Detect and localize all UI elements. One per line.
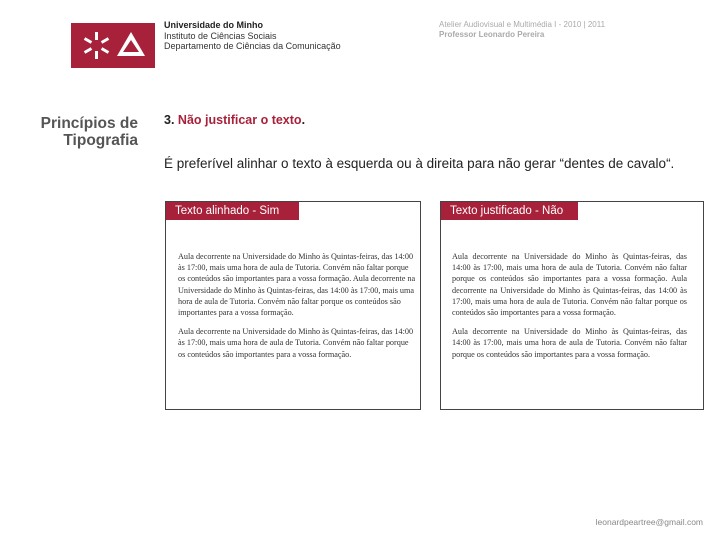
section-title (20, 115, 138, 149)
logo-stroke-bottomleft (84, 47, 92, 54)
institution-block (164, 20, 341, 52)
panel-aligned-paragraph-1: Aula decorrente na Universidade do Minho às Quintas-feiras, das 14:00 às 17:00, mais uma hora de aula de Tutoria. Convém não faltar porque os conteúdos são importantes para a vossa formação. Aula decorrente na Universidade do Minho às Quintas-feiras, das 14:00 às 17:00, mais uma hora de aula de Tutoria. Convém não faltar porque os conteúdos são importantes para a vossa formação. (178, 252, 416, 318)
section-title-line1: Princípios de (40, 115, 138, 132)
footer-email: leonardpeartree@gmail.com (595, 517, 703, 527)
intro-text: É preferível alinhar o texto à esquerda ou à direita para não gerar “dentes de cavalo“. (164, 156, 675, 171)
university-name: Universidade do Minho (164, 20, 264, 30)
panel-justified-paragraph-2: Aula decorrente na Universidade do Minho às Quintas-feiras, das 14:00 às 17:00, mais uma hora de aula de Tutoria. Convém não faltar porque os conteúdos são importantes para a vossa formação. (452, 327, 687, 359)
panel-justified-text (452, 251, 687, 368)
heading-end: . (301, 113, 306, 127)
institute-name: Instituto de Ciências Sociais (164, 30, 277, 41)
logo-stroke-bottomright (101, 47, 109, 54)
panel-justified (440, 201, 704, 410)
section-title-line2: Tipografia (63, 132, 138, 149)
logo-emblem-icon (71, 23, 155, 68)
logo-stroke-bottom (95, 51, 98, 59)
heading-number: 3. (164, 113, 175, 127)
logo-stroke-topleft (84, 37, 92, 44)
panel-justified-paragraph-1: Aula decorrente na Universidade do Minho às Quintas-feiras, das 14:00 às 17:00, mais uma hora de aula de Tutoria. Convém não faltar porque os conteúdos são importantes para a vossa formação. Aula decorrente na Universidade do Minho às Quintas-feiras, das 14:00 às 17:00, mais uma hora de aula de Tutoria. Convém não faltar porque os conteúdos são importantes para a vossa formação. (452, 252, 687, 318)
professor-name: Professor Leonardo Pereira (439, 30, 545, 39)
panel-justified-label: Texto justificado - Não (441, 202, 578, 220)
course-block (439, 20, 605, 40)
panel-aligned-label: Texto alinhado - Sim (166, 202, 299, 220)
course-title: Atelier Audiovisual e Multimédia I - 2010 | 2011 (439, 20, 606, 29)
panel-aligned-paragraph-2: Aula decorrente na Universidade do Minho às Quintas-feiras, das 14:00 às 17:00, mais uma hora de aula de Tutoria. Convém não faltar porque os conteúdos são importantes para a vossa formação. (178, 327, 414, 359)
logo-triangle (117, 32, 145, 56)
panel-aligned-text (178, 251, 416, 368)
panel-aligned (165, 201, 421, 410)
logo-stroke-top (95, 32, 98, 40)
slide-heading (164, 113, 305, 127)
logo-stroke-topright (101, 37, 109, 44)
department-name: Departamento de Ciências da Comunicação (164, 41, 341, 51)
university-logo (71, 23, 155, 68)
heading-text: Não justificar o texto (177, 113, 302, 127)
